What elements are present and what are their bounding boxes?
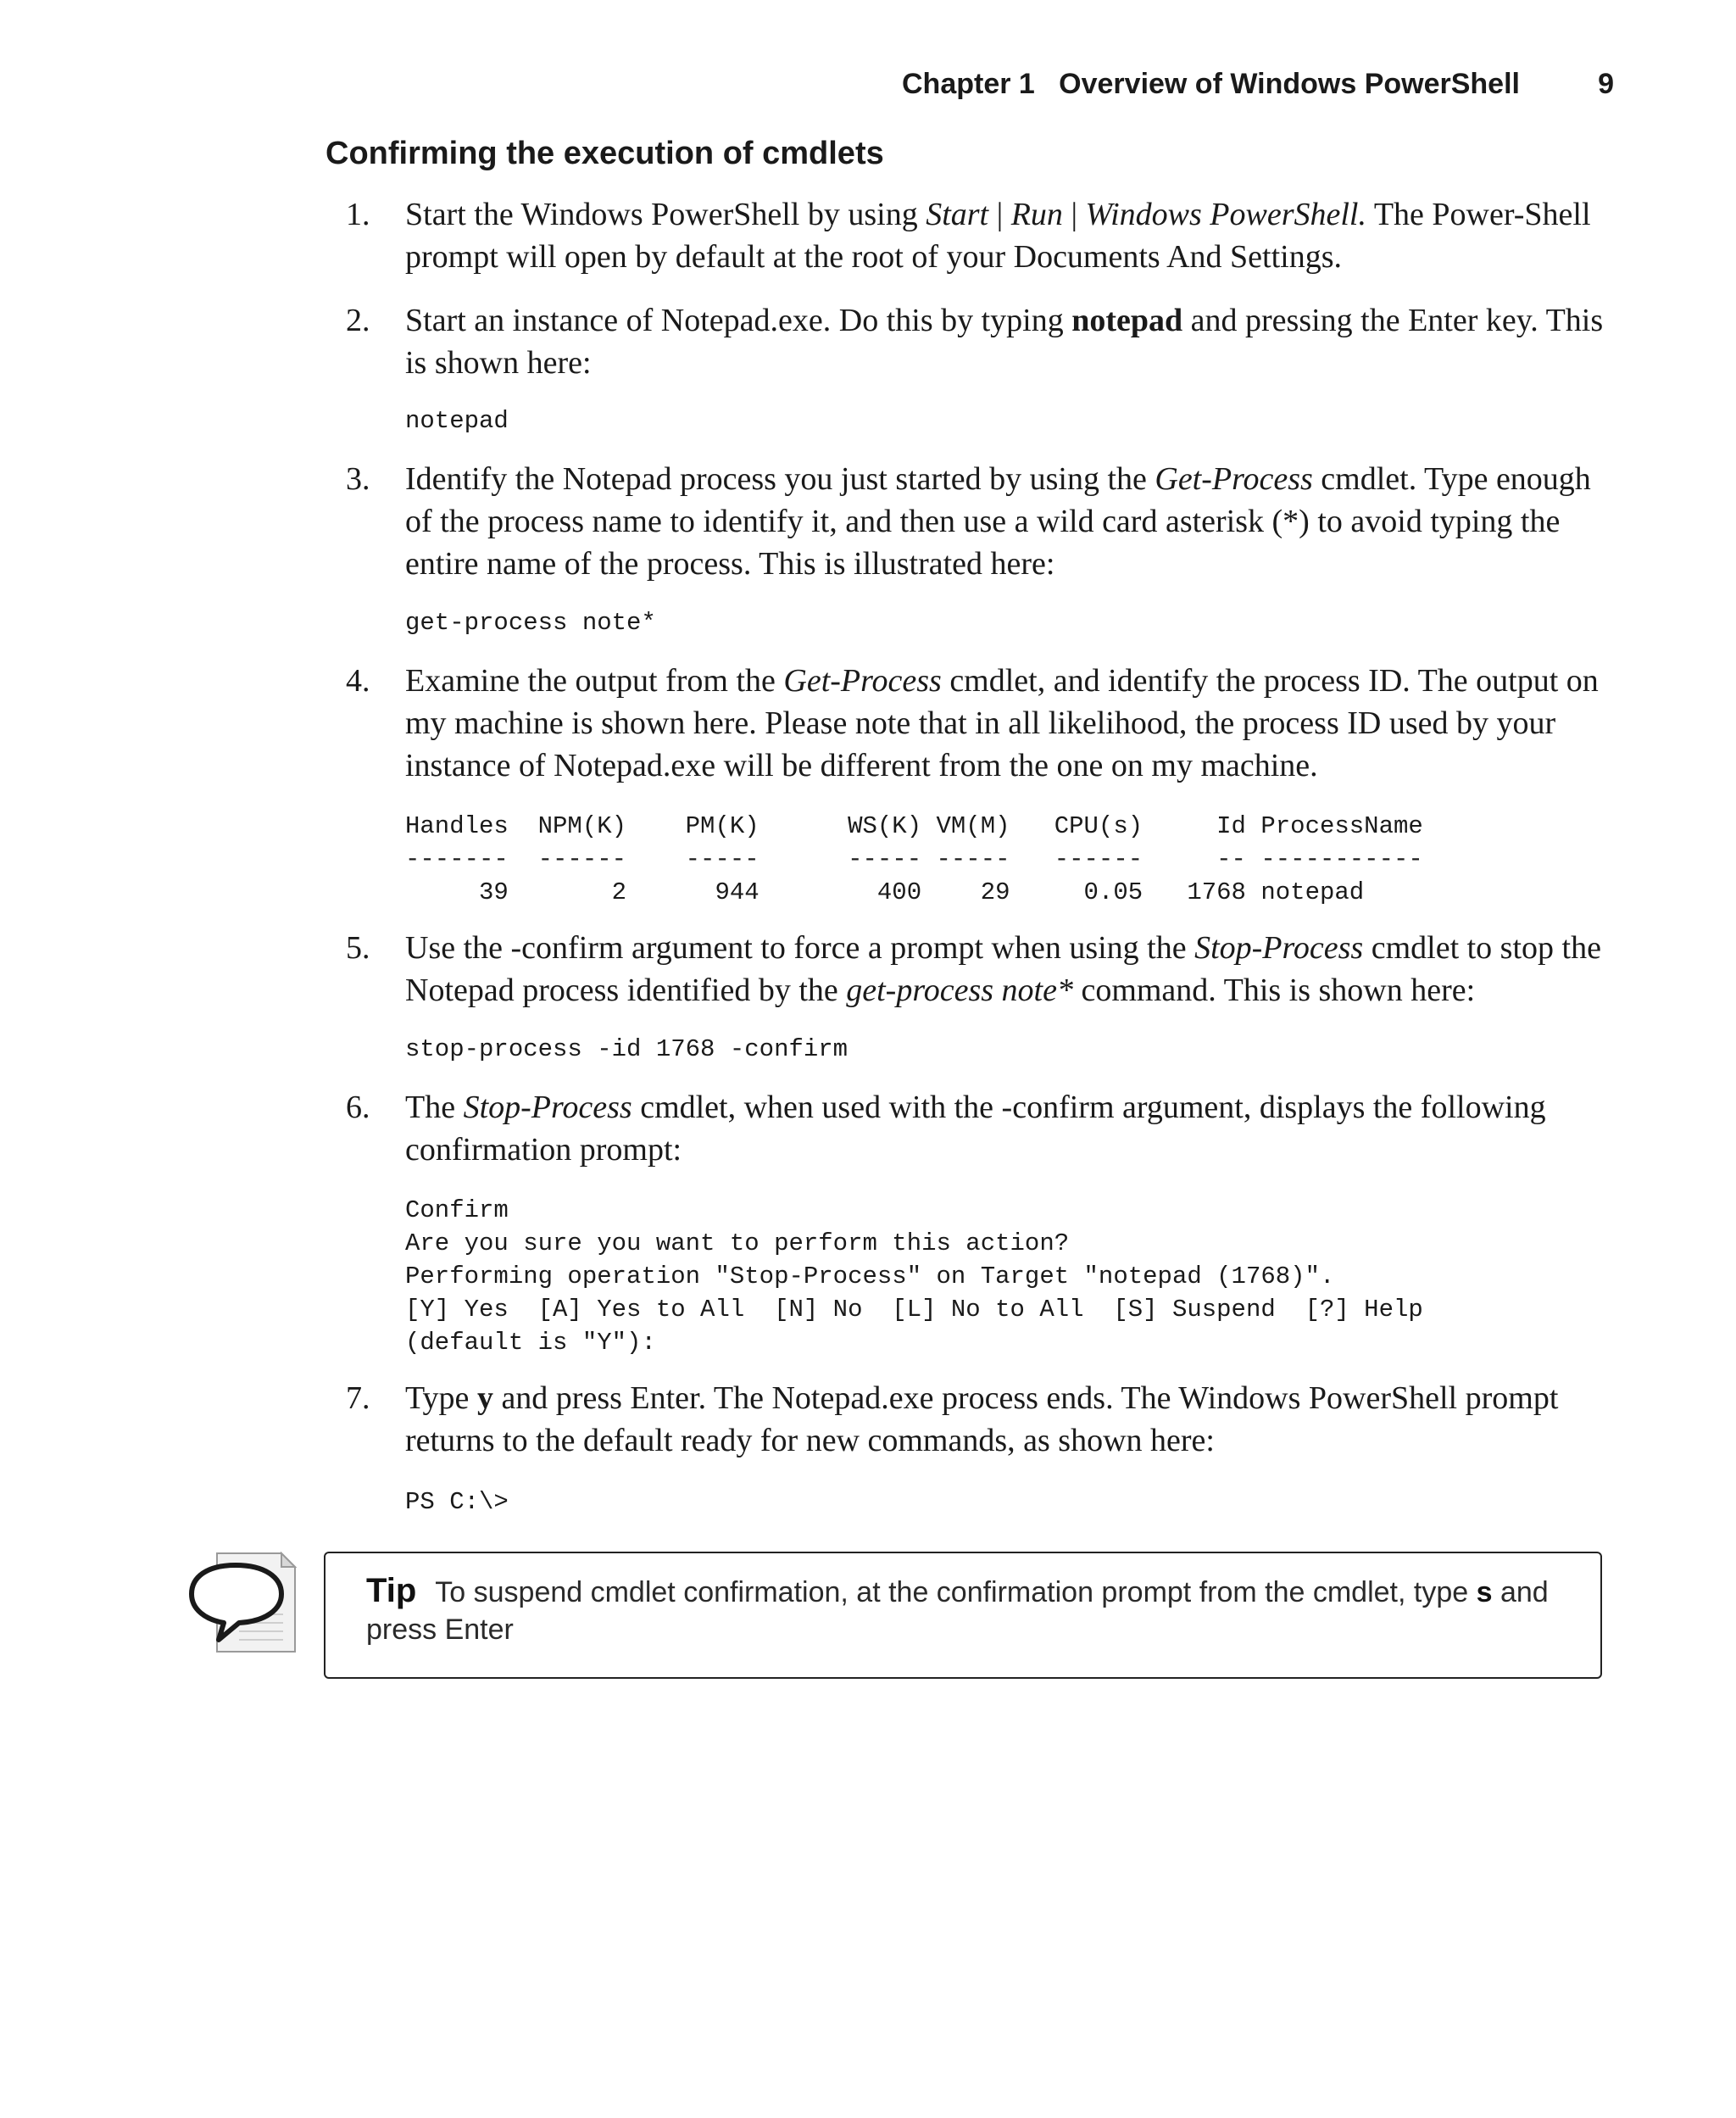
step-text: Type y and press Enter. The Notepad.exe process ends. The Windows PowerShell prompt returns to the default ready for new commands, as shown here: xyxy=(405,1380,1559,1458)
step-number: 2. xyxy=(346,303,370,338)
step-text: Start an instance of Notepad.exe. Do this by typing notepad and pressing the Enter key. This is shown here: xyxy=(405,303,1604,381)
code-process-table: Handles NPM(K) PM(K) WS(K) VM(M) CPU(s) Id ProcessName ------- ------ ----- ----- ----- ------ -- ----------- 39 2 944 400 29 0.05 1768 notepad xyxy=(405,812,1423,906)
step-number: 1. xyxy=(346,197,370,232)
step-4 xyxy=(326,660,1614,787)
step-6 xyxy=(326,1086,1614,1171)
step-number: 4. xyxy=(346,663,370,699)
step-text: Start the Windows PowerShell by using Start | Run | Windows PowerShell. The Power-Shell prompt will open by default at the root of your Documents And Settings. xyxy=(405,197,1591,275)
tip-box xyxy=(324,1552,1602,1679)
tip-label: Tip xyxy=(366,1572,417,1609)
step-number: 5. xyxy=(346,930,370,966)
code-ps-prompt: PS C:\> xyxy=(405,1488,509,1516)
step-text: The Stop-Process cmdlet, when used with the -confirm argument, displays the following confirmation prompt: xyxy=(405,1090,1546,1168)
step-1 xyxy=(326,193,1614,278)
section-title: Confirming the execution of cmdlets xyxy=(326,136,884,171)
code-confirm-prompt: Confirm Are you sure you want to perform this action? Performing operation "Stop-Process" on Target "notepad (1768)". [Y] Yes [A] Yes to All [N] No [L] No to All [S] Suspend [?] Help (default is "Y"): xyxy=(405,1196,1423,1357)
step-7 xyxy=(326,1377,1614,1462)
step-text: Use the -confirm argument to force a prompt when using the Stop-Process cmdlet to stop the Notepad process identified by the get-process note* command. This is shown here: xyxy=(405,930,1601,1008)
step-5 xyxy=(326,927,1614,1012)
speech-bubble-note-icon xyxy=(188,1552,298,1662)
code-get-process: get-process note* xyxy=(405,609,656,637)
chapter-title: Chapter 1 Overview of Windows PowerShell xyxy=(902,68,1520,100)
code-notepad: notepad xyxy=(405,407,509,435)
tip-text-end: and press Enter xyxy=(366,1576,1549,1646)
page-header xyxy=(902,68,1614,110)
tip-text: To suspend cmdlet confirmation, at the confirmation prompt from the cmdlet, type xyxy=(435,1576,1477,1608)
tip-key: s xyxy=(1476,1576,1493,1608)
step-3 xyxy=(326,458,1614,585)
page-number: 9 xyxy=(1598,68,1614,100)
step-text: Examine the output from the Get-Process cmdlet, and identify the process ID. The output on my machine is shown here. Please note that in all likelihood, the process ID used by your instance of Notepad.exe will be different from the one on my machine. xyxy=(405,663,1599,783)
code-stop-process: stop-process -id 1768 -confirm xyxy=(405,1035,849,1063)
step-number: 6. xyxy=(346,1090,370,1125)
step-text: Identify the Notepad process you just started by using the Get-Process cmdlet. Type enough of the process name to identify it, and then use a wild card asterisk (*) to avoid typing the entire name of the process. This is illustrated here: xyxy=(405,461,1591,582)
step-number: 3. xyxy=(346,461,370,497)
step-number: 7. xyxy=(346,1380,370,1416)
step-2 xyxy=(326,299,1614,384)
